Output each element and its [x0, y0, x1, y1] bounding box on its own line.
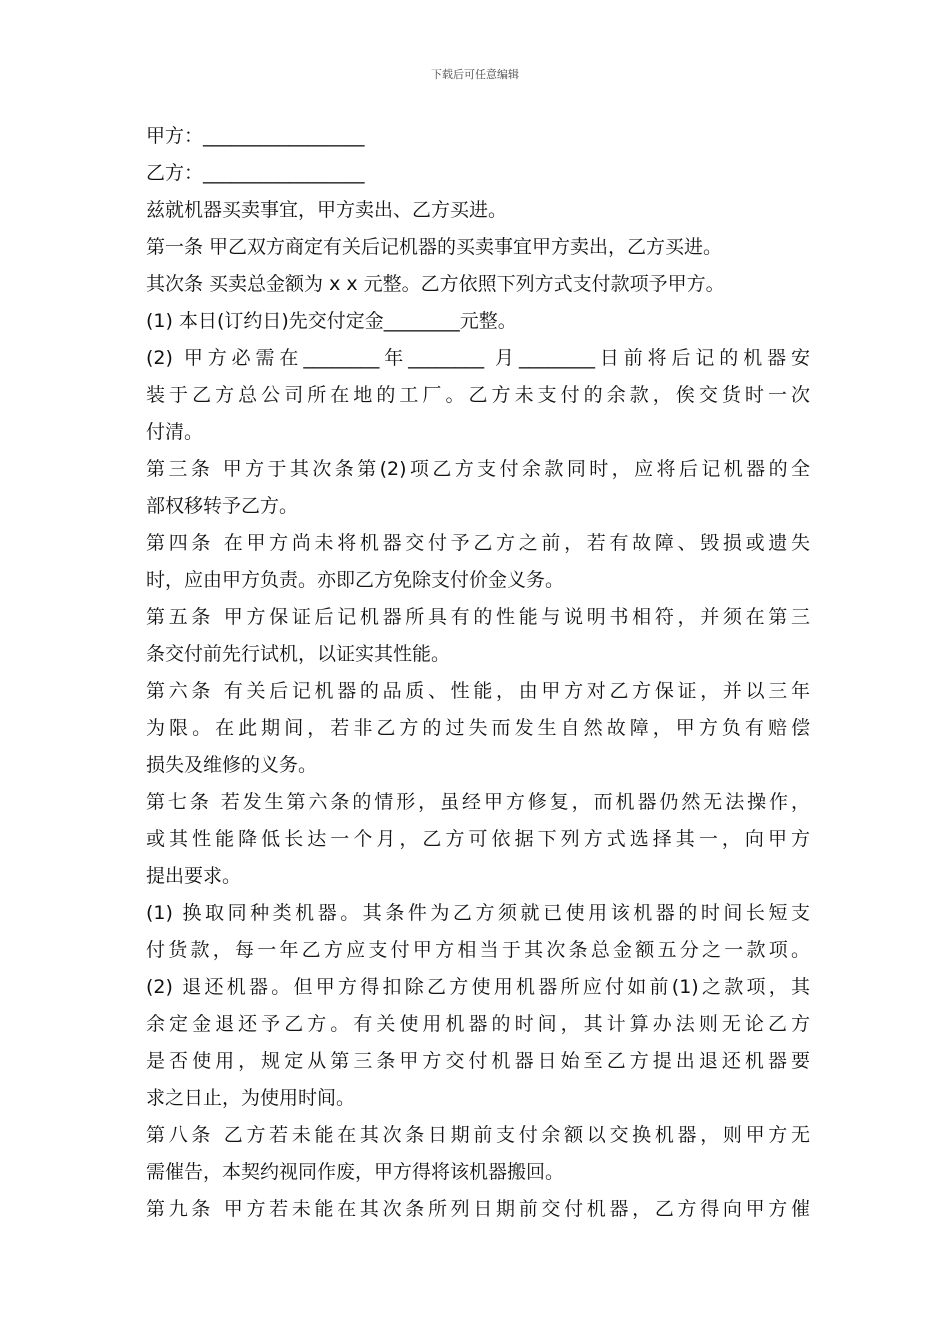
contract-line: (2) 退还机器。但甲方得扣除乙方使用机器所应付如前(1)之款项，其 — [146, 976, 810, 998]
contract-line: 为限。在此期间，若非乙方的过失而发生自然故障，甲方负有赔偿 — [146, 717, 810, 739]
contract-line: 兹就机器买卖事宜，甲方卖出、乙方买进。 — [146, 199, 508, 221]
contract-line: 损失及维修的义务。 — [146, 754, 318, 776]
contract-line: 第三条 甲方于其次条第(2)项乙方支付余款同时，应将后记机器的全 — [146, 458, 810, 480]
contract-body — [146, 118, 810, 1228]
contract-line: 甲方：_________________ — [146, 125, 365, 147]
contract-line: 第五条 甲方保证后记机器所具有的性能与说明书相符，并须在第三 — [146, 606, 810, 628]
contract-line: 付货款，每一年乙方应支付甲方相当于其次条总金额五分之一款项。 — [146, 939, 810, 961]
contract-line: 装于乙方总公司所在地的工厂。乙方未支付的余款，俟交货时一次 — [146, 384, 810, 406]
contract-line: 乙方：_________________ — [146, 162, 365, 184]
contract-line: 条交付前先行试机，以证实其性能。 — [146, 643, 451, 665]
contract-line: 第四条 在甲方尚未将机器交付予乙方之前，若有故障、毁损或遗失 — [146, 532, 810, 554]
contract-line: (2) 甲方必需在________年________ 月________日前将后记的机器安 — [146, 347, 810, 369]
contract-line: 余定金退还予乙方。有关使用机器的时间，其计算办法则无论乙方 — [146, 1013, 810, 1035]
contract-line: (1) 换取同种类机器。其条件为乙方须就已使用该机器的时间长短支 — [146, 902, 810, 924]
contract-line: 第七条 若发生第六条的情形，虽经甲方修复，而机器仍然无法操作， — [146, 791, 810, 813]
contract-line: 部权移转予乙方。 — [146, 495, 299, 517]
page-header-note: 下载后可任意编辑 — [431, 68, 519, 81]
contract-line: (1) 本日(订约日)先交付定金________元整。 — [146, 310, 517, 332]
contract-line: 是否使用，规定从第三条甲方交付机器日始至乙方提出退还机器要 — [146, 1050, 810, 1072]
contract-line: 求之日止，为使用时间。 — [146, 1087, 356, 1109]
contract-line: 其次条 买卖总金额为 x x 元整。乙方依照下列方式支付款项予甲方。 — [146, 273, 725, 295]
contract-line: 需催告，本契约视同作废，甲方得将该机器搬回。 — [146, 1161, 565, 1183]
contract-line: 或其性能降低长达一个月，乙方可依据下列方式选择其一，向甲方 — [146, 828, 810, 850]
contract-line: 付清。 — [146, 421, 204, 443]
contract-line: 时，应由甲方负责。亦即乙方免除支付价金义务。 — [146, 569, 565, 591]
contract-line: 第八条 乙方若未能在其次条日期前支付余额以交换机器，则甲方无 — [146, 1124, 810, 1146]
contract-line: 第一条 甲乙双方商定有关后记机器的买卖事宜甲方卖出，乙方买进。 — [146, 236, 723, 258]
contract-line: 第六条 有关后记机器的品质、性能，由甲方对乙方保证，并以三年 — [146, 680, 810, 702]
contract-line: 提出要求。 — [146, 865, 242, 887]
contract-line: 第九条 甲方若未能在其次条所列日期前交付机器，乙方得向甲方催 — [146, 1198, 810, 1220]
